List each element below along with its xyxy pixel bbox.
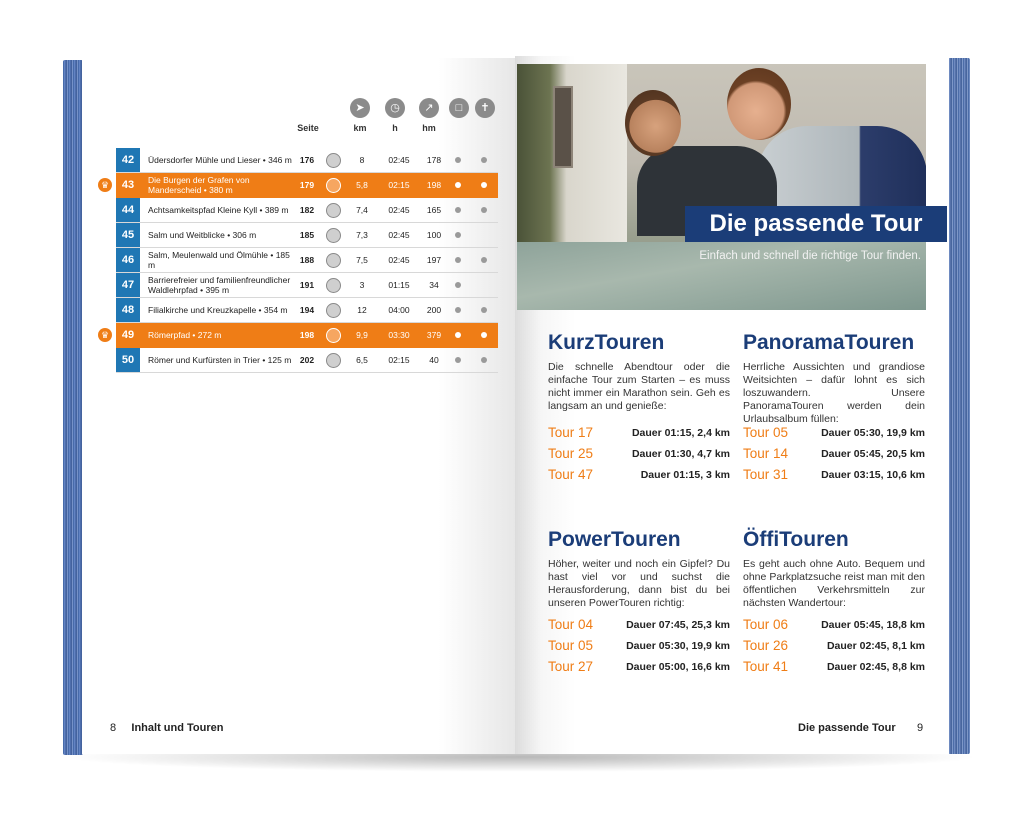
tour-name: Achtsamkeitspfad Kleine Kyll • 389 m xyxy=(148,205,289,215)
difficulty-icon xyxy=(326,353,341,368)
food-dot-icon xyxy=(481,207,487,213)
tour-item[interactable]: Tour 26 Dauer 02:45, 8,1 km xyxy=(743,638,925,653)
difficulty-icon xyxy=(326,278,341,293)
tour-km: 6,5 xyxy=(356,355,368,365)
man-head xyxy=(625,90,681,156)
food-dot-icon xyxy=(481,332,487,338)
bus-dot-icon xyxy=(455,357,461,363)
tour-duration: 02:45 xyxy=(388,255,410,265)
tour-name: Römerpfad • 272 m xyxy=(148,330,222,340)
tour-elevation: 197 xyxy=(426,255,442,265)
tour-km: 5,8 xyxy=(356,180,368,190)
section-heading: KurzTouren xyxy=(548,331,665,354)
tour-km: 7,5 xyxy=(356,255,368,265)
table-row[interactable] xyxy=(116,298,498,323)
header-hm: hm xyxy=(422,123,436,133)
tour-elevation: 178 xyxy=(426,155,442,165)
tour-number: 44 xyxy=(116,198,140,222)
section-text: Höher, weiter und noch ein Gipfel? Du hast viel vor und suchst die Herausforderung, dann bist du bei unseren PowerTouren richtig: xyxy=(548,558,730,609)
page-title: Die passende Tour xyxy=(685,206,947,242)
bus-dot-icon xyxy=(455,282,461,288)
tour-name: Barrierefreier und familienfreundlicher Waldlehrpfad • 395 m xyxy=(148,275,291,295)
tour-number: 50 xyxy=(116,348,140,372)
right-page xyxy=(515,56,949,754)
section-heading: ÖffiTouren xyxy=(743,528,849,551)
crown-icon: ♛ xyxy=(98,178,112,192)
clock-icon: ◷ xyxy=(385,98,405,118)
tour-number: 45 xyxy=(116,223,140,247)
food-dot-icon xyxy=(481,182,487,188)
tour-table xyxy=(100,148,498,373)
section-text: Es geht auch ohne Auto. Bequem und ohne Parkplatzsuche reist man mit den öffentlichen Verkehrsmitteln zur nächsten Wandertour: xyxy=(743,558,925,609)
tour-duration: 02:45 xyxy=(388,230,410,240)
tour-number: 43 xyxy=(116,173,140,197)
difficulty-icon xyxy=(326,303,341,318)
tour-elevation: 165 xyxy=(426,205,442,215)
folio-title-left: Inhalt und Touren xyxy=(131,722,224,734)
tour-name: Römer und Kurfürsten in Trier • 125 m xyxy=(148,355,292,365)
tour-km: 9,9 xyxy=(356,330,368,340)
tour-item[interactable]: Tour 17 Dauer 01:15, 2,4 km xyxy=(548,425,730,440)
header-seite: Seite xyxy=(297,123,319,133)
page-number-right: 9 xyxy=(917,722,924,734)
table-row[interactable] xyxy=(116,348,498,373)
tour-page: 191 xyxy=(299,280,315,290)
section-text: Herrliche Aussichten und grandiose Weitsichten – dafür lohnt es sich loszuwandern. Unsere PanoramaTouren werden dein Urlaubsalbum füllen: xyxy=(743,361,925,425)
tour-item[interactable]: Tour 41 Dauer 02:45, 8,8 km xyxy=(743,659,925,674)
table-row[interactable] xyxy=(116,248,498,273)
tour-list-power xyxy=(548,614,730,677)
restaurant-icon: ✝ xyxy=(475,98,495,118)
table-row[interactable] xyxy=(116,198,498,223)
folio-right xyxy=(798,722,923,734)
folio-left xyxy=(110,722,223,734)
tour-item[interactable]: Tour 05 Dauer 05:30, 19,9 km xyxy=(548,638,730,653)
tour-page: 185 xyxy=(299,230,315,240)
tour-page: 188 xyxy=(299,255,315,265)
difficulty-icon xyxy=(326,253,341,268)
tour-page: 182 xyxy=(299,205,315,215)
table-row[interactable] xyxy=(116,223,498,248)
hikers-photo xyxy=(517,64,926,310)
section-kurztouren xyxy=(548,331,730,413)
tour-item[interactable]: Tour 31 Dauer 03:15, 10,6 km xyxy=(743,467,925,482)
tour-duration: 01:15 xyxy=(388,280,410,290)
tour-elevation: 34 xyxy=(429,280,439,290)
table-row[interactable] xyxy=(116,273,498,298)
folio-title-right: Die passende Tour xyxy=(798,722,896,734)
section-heading: PanoramaTouren xyxy=(743,331,915,354)
tour-number: 42 xyxy=(116,148,140,172)
book-edge-right xyxy=(948,58,970,754)
table-row[interactable] xyxy=(100,323,498,348)
page-number-left: 8 xyxy=(110,722,117,734)
tour-item[interactable]: Tour 25 Dauer 01:30, 4,7 km xyxy=(548,446,730,461)
tour-item[interactable]: Tour 05 Dauer 05:30, 19,9 km xyxy=(743,425,925,440)
window xyxy=(553,86,573,168)
tour-page: 179 xyxy=(299,180,315,190)
bus-dot-icon xyxy=(455,157,461,163)
tour-number: 47 xyxy=(116,273,140,297)
section-powertouren xyxy=(548,528,730,610)
difficulty-icon xyxy=(326,178,341,193)
tour-page: 176 xyxy=(299,155,315,165)
bus-dot-icon xyxy=(455,332,461,338)
tour-list-panorama xyxy=(743,422,925,485)
tour-name: Üdersdorfer Mühle und Lieser • 346 m xyxy=(148,155,292,165)
book-edge-left xyxy=(63,60,83,755)
tour-duration: 02:45 xyxy=(388,205,410,215)
tour-km: 7,4 xyxy=(356,205,368,215)
tour-km: 7,3 xyxy=(356,230,368,240)
gradient-icon: ↗ xyxy=(419,98,439,118)
bus-dot-icon xyxy=(455,257,461,263)
tour-list-kurz xyxy=(548,422,730,485)
food-dot-icon xyxy=(481,257,487,263)
food-dot-icon xyxy=(481,157,487,163)
header-h: h xyxy=(392,123,398,133)
section-oeffitouren xyxy=(743,528,925,610)
tour-duration: 03:30 xyxy=(388,330,410,340)
food-dot-icon xyxy=(481,307,487,313)
tour-duration: 02:45 xyxy=(388,155,410,165)
table-row[interactable] xyxy=(100,173,498,198)
tour-number: 46 xyxy=(116,248,140,272)
bus-dot-icon xyxy=(455,182,461,188)
tour-page: 202 xyxy=(299,355,315,365)
tour-elevation: 100 xyxy=(426,230,442,240)
tour-item[interactable]: Tour 27 Dauer 05:00, 16,6 km xyxy=(548,659,730,674)
tour-duration: 02:15 xyxy=(388,180,410,190)
tour-name: Die Burgen der Grafen von Manderscheid • 380 m xyxy=(148,175,250,195)
tour-km: 12 xyxy=(357,305,367,315)
tour-page: 198 xyxy=(299,330,315,340)
left-page xyxy=(82,58,517,754)
section-panoramatouren xyxy=(743,331,925,426)
tour-page: 194 xyxy=(299,305,315,315)
tour-number: 48 xyxy=(116,298,140,322)
crown-icon: ♛ xyxy=(98,328,112,342)
difficulty-icon xyxy=(326,228,341,243)
tour-km: 3 xyxy=(359,280,365,290)
tour-elevation: 379 xyxy=(426,330,442,340)
section-heading: PowerTouren xyxy=(548,528,681,551)
tour-elevation: 200 xyxy=(426,305,442,315)
difficulty-icon xyxy=(326,203,341,218)
direction-sign-icon: ➤ xyxy=(350,98,370,118)
bus-dot-icon xyxy=(455,207,461,213)
tour-item[interactable]: Tour 47 Dauer 01:15, 3 km xyxy=(548,467,730,482)
tour-elevation: 40 xyxy=(429,355,439,365)
tour-item[interactable]: Tour 14 Dauer 05:45, 20,5 km xyxy=(743,446,925,461)
tour-item[interactable]: Tour 04 Dauer 07:45, 25,3 km xyxy=(548,617,730,632)
tour-duration: 02:15 xyxy=(388,355,410,365)
bus-dot-icon xyxy=(455,232,461,238)
tour-name: Filialkirche und Kreuzkapelle • 354 m xyxy=(148,305,288,315)
woman-head xyxy=(727,68,791,140)
food-dot-icon xyxy=(481,357,487,363)
difficulty-icon xyxy=(326,153,341,168)
tour-number: 49 xyxy=(116,323,140,347)
header-km: km xyxy=(353,123,367,133)
bus-dot-icon xyxy=(455,307,461,313)
bus-icon: □ xyxy=(449,98,469,118)
tour-item[interactable]: Tour 06 Dauer 05:45, 18,8 km xyxy=(743,617,925,632)
tour-name: Salm, Meulenwald und Ölmühle • 185 m xyxy=(148,250,290,270)
section-text: Die schnelle Abendtour oder die einfache Tour zum Starten – es muss nicht immer ein Marathon sein. Geh es langsam an und genieße: xyxy=(548,361,730,412)
tour-list-oeffi xyxy=(743,614,925,677)
table-row[interactable] xyxy=(116,148,498,173)
difficulty-icon xyxy=(326,328,341,343)
table-header xyxy=(82,94,517,134)
tour-name: Salm und Weitblicke • 306 m xyxy=(148,230,257,240)
page-subtitle: Einfach und schnell die richtige Tour finden. xyxy=(699,250,921,262)
tour-km: 8 xyxy=(359,155,365,165)
tour-duration: 04:00 xyxy=(388,305,410,315)
tour-elevation: 198 xyxy=(426,180,442,190)
